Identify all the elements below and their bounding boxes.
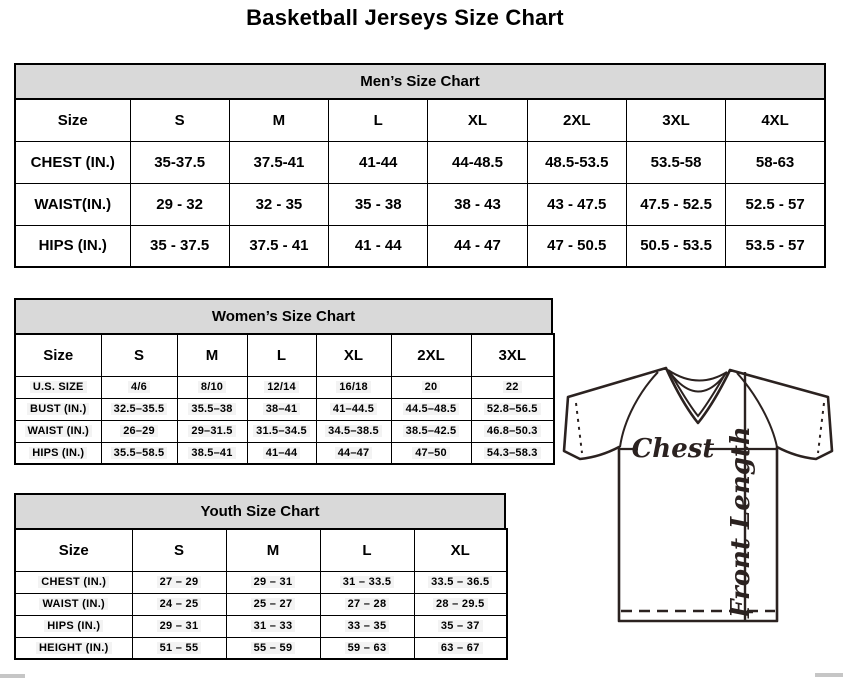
table-row bbox=[15, 593, 507, 615]
size-value-cell: 35.5–58.5 bbox=[101, 442, 177, 464]
size-value-cell: 47 - 50.5 bbox=[527, 225, 626, 267]
size-column-l: L bbox=[320, 529, 414, 571]
size-value-cell: 31 – 33.5 bbox=[320, 571, 414, 593]
row-label: WAIST (IN.) bbox=[15, 420, 101, 442]
size-value-cell: 32 - 35 bbox=[229, 183, 328, 225]
size-value-cell: 31.5–34.5 bbox=[247, 420, 316, 442]
size-value-cell: 29 – 31 bbox=[132, 615, 226, 637]
size-value-cell: 50.5 - 53.5 bbox=[626, 225, 725, 267]
youth-size-chart bbox=[14, 493, 506, 660]
size-value-cell: 44.5–48.5 bbox=[391, 398, 471, 420]
right-cuff-dashed-line bbox=[818, 403, 824, 453]
page-title: Basketball Jerseys Size Chart bbox=[246, 5, 564, 30]
size-column-s: S bbox=[132, 529, 226, 571]
size-value-cell: 46.8–50.3 bbox=[471, 420, 554, 442]
size-value-cell: 29–31.5 bbox=[177, 420, 247, 442]
header-row bbox=[15, 334, 554, 376]
size-value-cell: 35 - 38 bbox=[329, 183, 428, 225]
size-value-cell: 28 – 29.5 bbox=[414, 593, 507, 615]
row-label: CHEST (IN.) bbox=[15, 141, 130, 183]
size-value-cell: 41-44 bbox=[329, 141, 428, 183]
size-value-cell: 35-37.5 bbox=[130, 141, 229, 183]
row-label: BUST (IN.) bbox=[15, 398, 101, 420]
size-value-cell: 48.5-53.5 bbox=[527, 141, 626, 183]
row-label: HIPS (IN.) bbox=[15, 442, 101, 464]
size-column-l: L bbox=[329, 99, 428, 141]
size-value-cell: 33 – 35 bbox=[320, 615, 414, 637]
size-column-2xl: 2XL bbox=[391, 334, 471, 376]
size-value-cell: 63 – 67 bbox=[414, 637, 507, 659]
size-value-cell: 29 - 32 bbox=[130, 183, 229, 225]
row-label: WAIST (IN.) bbox=[15, 593, 132, 615]
front-length-label: Front Length bbox=[726, 426, 756, 618]
size-value-cell: 35.5–38 bbox=[177, 398, 247, 420]
size-column-xl: XL bbox=[428, 99, 527, 141]
youth-size-table bbox=[14, 528, 508, 660]
youth-chart-title: Youth Size Chart bbox=[14, 493, 506, 528]
size-column-2xl: 2XL bbox=[527, 99, 626, 141]
size-value-cell: 35 – 37 bbox=[414, 615, 507, 637]
size-column-xl: XL bbox=[316, 334, 391, 376]
row-label: HIPS (IN.) bbox=[15, 615, 132, 637]
size-value-cell: 41–44 bbox=[247, 442, 316, 464]
table-row bbox=[15, 141, 825, 183]
jersey-measurement-diagram bbox=[556, 358, 843, 632]
mens-size-chart bbox=[14, 63, 826, 268]
size-value-cell: 38–41 bbox=[247, 398, 316, 420]
row-label: U.S. SIZE bbox=[15, 376, 101, 398]
size-value-cell: 29 – 31 bbox=[226, 571, 320, 593]
size-value-cell: 38.5–42.5 bbox=[391, 420, 471, 442]
table-row bbox=[15, 398, 554, 420]
row-label: WAIST(IN.) bbox=[15, 183, 130, 225]
size-column-header: Size bbox=[15, 334, 101, 376]
size-value-cell: 33.5 – 36.5 bbox=[414, 571, 507, 593]
size-value-cell: 31 – 33 bbox=[226, 615, 320, 637]
table-row bbox=[15, 571, 507, 593]
size-column-s: S bbox=[130, 99, 229, 141]
scrollbar-fragment-left bbox=[0, 674, 25, 678]
size-value-cell: 8/10 bbox=[177, 376, 247, 398]
size-value-cell: 41 - 44 bbox=[329, 225, 428, 267]
size-column-m: M bbox=[229, 99, 328, 141]
size-value-cell: 32.5–35.5 bbox=[101, 398, 177, 420]
row-label: CHEST (IN.) bbox=[15, 571, 132, 593]
size-value-cell: 24 – 25 bbox=[132, 593, 226, 615]
jersey-outline bbox=[564, 368, 832, 621]
size-value-cell: 51 – 55 bbox=[132, 637, 226, 659]
size-value-cell: 34.5–38.5 bbox=[316, 420, 391, 442]
size-value-cell: 47.5 - 52.5 bbox=[626, 183, 725, 225]
table-row bbox=[15, 637, 507, 659]
womens-size-chart bbox=[14, 298, 553, 465]
table-row bbox=[15, 442, 554, 464]
table-row bbox=[15, 376, 554, 398]
size-column-header: Size bbox=[15, 529, 132, 571]
size-column-m: M bbox=[226, 529, 320, 571]
size-value-cell: 44–47 bbox=[316, 442, 391, 464]
header-row bbox=[15, 529, 507, 571]
size-column-l: L bbox=[247, 334, 316, 376]
size-value-cell: 27 – 28 bbox=[320, 593, 414, 615]
left-cuff-dashed-line bbox=[576, 403, 582, 453]
size-column-m: M bbox=[177, 334, 247, 376]
collar-arc-shallow bbox=[668, 370, 727, 381]
size-column-3xl: 3XL bbox=[626, 99, 725, 141]
jersey-icon bbox=[556, 358, 843, 632]
header-row bbox=[15, 99, 825, 141]
table-row bbox=[15, 615, 507, 637]
womens-size-table bbox=[14, 333, 555, 465]
size-value-cell: 4/6 bbox=[101, 376, 177, 398]
size-value-cell: 37.5-41 bbox=[229, 141, 328, 183]
size-value-cell: 53.5-58 bbox=[626, 141, 725, 183]
mens-size-table bbox=[14, 98, 826, 268]
womens-chart-title: Women’s Size Chart bbox=[14, 298, 553, 333]
size-value-cell: 58-63 bbox=[726, 141, 825, 183]
size-value-cell: 27 – 29 bbox=[132, 571, 226, 593]
size-value-cell: 54.3–58.3 bbox=[471, 442, 554, 464]
size-value-cell: 16/18 bbox=[316, 376, 391, 398]
size-column-header: Size bbox=[15, 99, 130, 141]
size-value-cell: 25 – 27 bbox=[226, 593, 320, 615]
mens-chart-title: Men’s Size Chart bbox=[14, 63, 826, 98]
size-value-cell: 26–29 bbox=[101, 420, 177, 442]
size-column-s: S bbox=[101, 334, 177, 376]
size-value-cell: 59 – 63 bbox=[320, 637, 414, 659]
size-value-cell: 41–44.5 bbox=[316, 398, 391, 420]
size-value-cell: 44-48.5 bbox=[428, 141, 527, 183]
table-row bbox=[15, 420, 554, 442]
size-value-cell: 38 - 43 bbox=[428, 183, 527, 225]
size-value-cell: 12/14 bbox=[247, 376, 316, 398]
size-value-cell: 52.8–56.5 bbox=[471, 398, 554, 420]
size-column-4xl: 4XL bbox=[726, 99, 825, 141]
size-value-cell: 53.5 - 57 bbox=[726, 225, 825, 267]
size-value-cell: 35 - 37.5 bbox=[130, 225, 229, 267]
row-label: HIPS (IN.) bbox=[15, 225, 130, 267]
size-value-cell: 55 – 59 bbox=[226, 637, 320, 659]
size-value-cell: 44 - 47 bbox=[428, 225, 527, 267]
size-column-xl: XL bbox=[414, 529, 507, 571]
size-value-cell: 20 bbox=[391, 376, 471, 398]
table-row bbox=[15, 225, 825, 267]
table-row bbox=[15, 183, 825, 225]
scrollbar-fragment-right bbox=[815, 673, 843, 677]
size-value-cell: 37.5 - 41 bbox=[229, 225, 328, 267]
size-value-cell: 47–50 bbox=[391, 442, 471, 464]
size-value-cell: 43 - 47.5 bbox=[527, 183, 626, 225]
size-value-cell: 22 bbox=[471, 376, 554, 398]
chest-label: Chest bbox=[631, 434, 715, 464]
size-column-3xl: 3XL bbox=[471, 334, 554, 376]
size-value-cell: 38.5–41 bbox=[177, 442, 247, 464]
row-label: HEIGHT (IN.) bbox=[15, 637, 132, 659]
size-value-cell: 52.5 - 57 bbox=[726, 183, 825, 225]
